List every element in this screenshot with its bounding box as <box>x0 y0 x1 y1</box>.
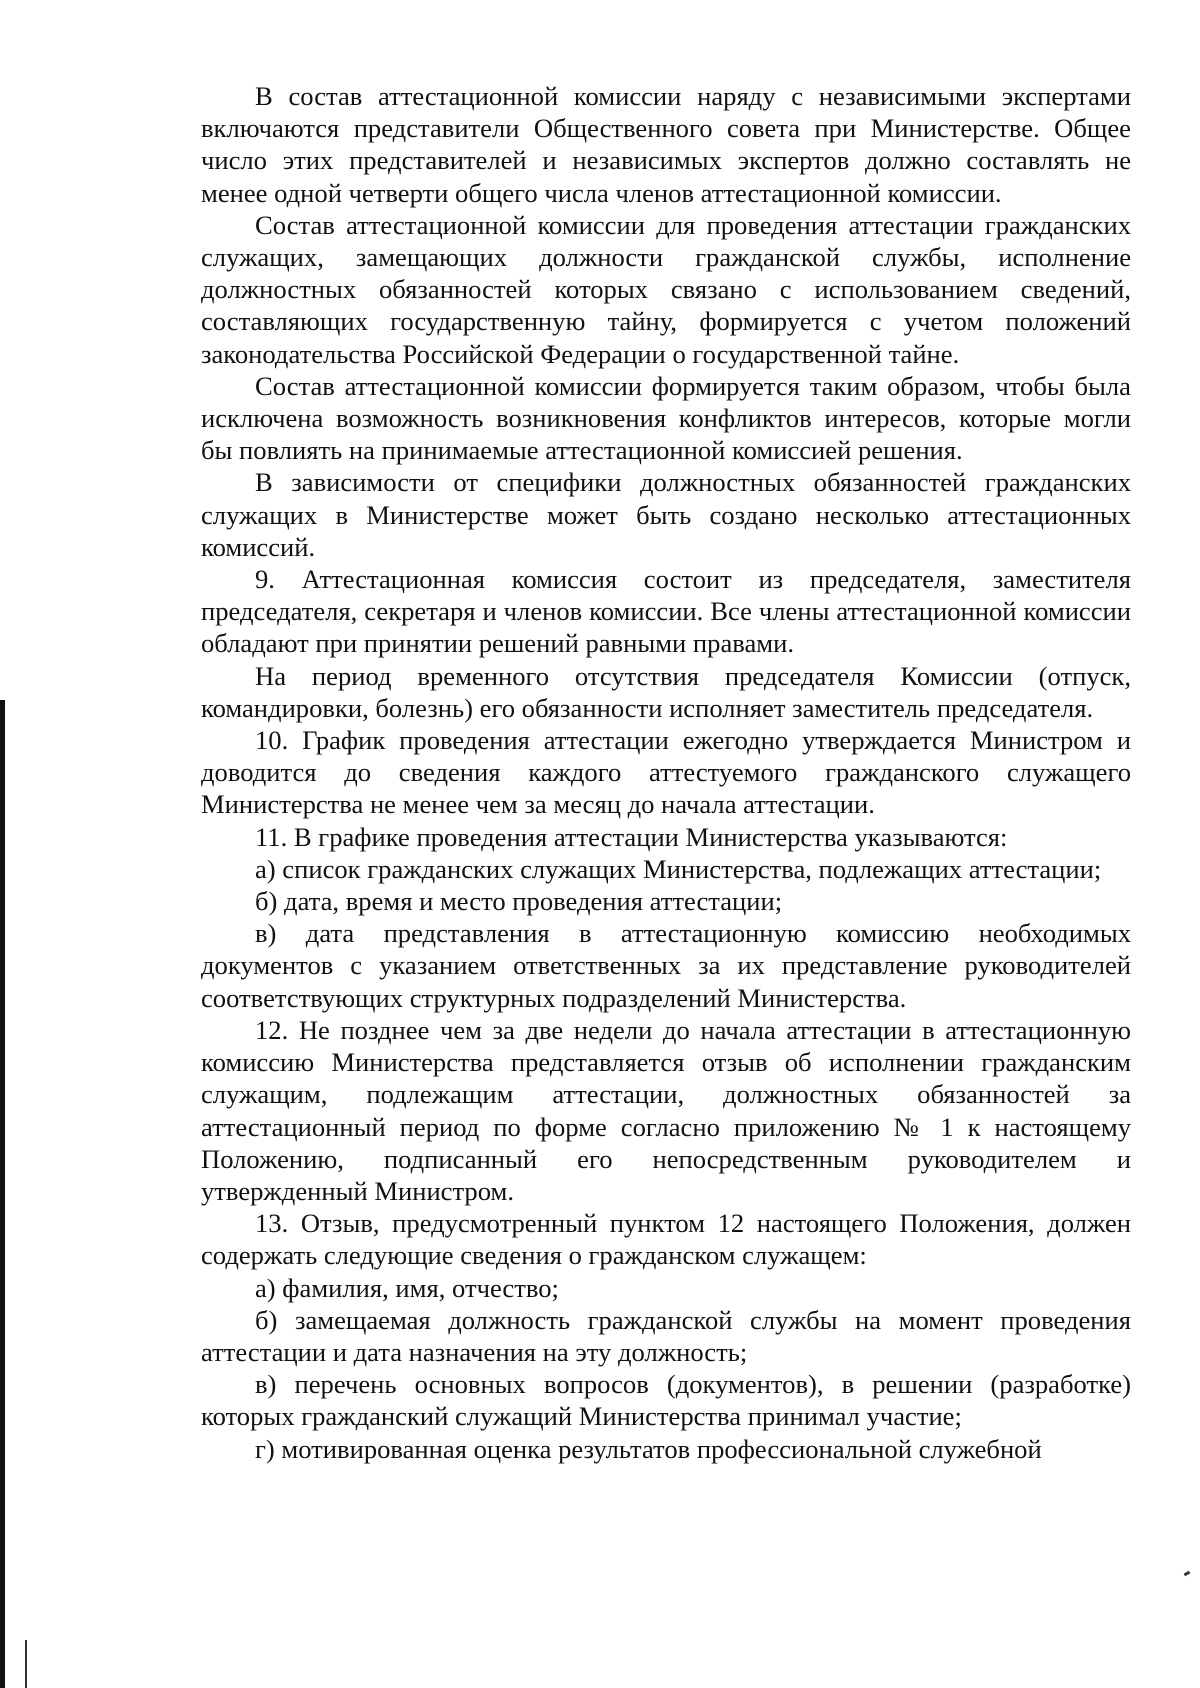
paragraph: в) перечень основных вопросов (документов), в решении (разработке) которых гражданский служащий Министерства принимал участие; <box>201 1369 1131 1432</box>
paragraph: б) дата, время и место проведения аттестации; <box>255 886 783 917</box>
paragraph: 10. График проведения аттестации ежегодно утверждается Министром и доводится до сведения каждого аттестуемого гражданского служащего Министерства не менее чем за месяц до начала аттестации. <box>201 725 1131 820</box>
paragraph: а) список гражданских служащих Министерства, подлежащих аттестации; <box>255 853 1102 884</box>
paragraph: в) дата представления в аттестационную комиссию необходимых документов с указанием ответственных за их представление руководителей соответствующих структурных подразделений Министерства. <box>201 918 1131 1013</box>
paragraph: Состав аттестационной комиссии для проведения аттестации гражданских служащих, замещающих должности гражданской службы, исполнение должностных обязанностей которых связано с использованием сведений, составляющих государственную тайну, формируется с учетом положений законодательства Российской Федерации о государственной тайне. <box>201 209 1131 369</box>
scan-speck <box>1184 1571 1191 1577</box>
paragraph: 12. Не позднее чем за две недели до начала аттестации в аттестационную комиссию Министерства представляется отзыв об исполнении гражданским служащим, подлежащим аттестации, должностных обязанностей за аттестационный период по форме согласно приложению № 1 к настоящему Положению, подписанный его непосредственным руководителем и утвержденный Министром. <box>201 1014 1131 1206</box>
paragraph: Состав аттестационной комиссии формируется таким образом, чтобы была исключена возможность возникновения конфликтов интересов, которые могли бы повлиять на принимаемые аттестационной комиссией решения. <box>201 370 1131 466</box>
paragraph: а) фамилия, имя, отчество; <box>255 1272 559 1303</box>
document-body <box>201 80 1131 1465</box>
paragraph: 11. В графике проведения аттестации Министерства указываются: <box>255 821 1008 852</box>
paragraph: В состав аттестационной комиссии наряду с независимыми экспертами включаются представители Общественного совета при Министерстве. Общее число этих представителей и независимых экспертов должно составлять не менее одной четверти общего числа членов аттестационной комиссии. <box>201 81 1131 208</box>
scan-edge-shadow <box>0 700 5 1688</box>
paragraph: 9. Аттестационная комиссия состоит из председателя, заместителя председателя, секретаря и членов комиссии. Все члены аттестационной комиссии обладают при принятии решений равными правами. <box>201 564 1131 659</box>
paragraph: б) замещаемая должность гражданской службы на момент проведения аттестации и дата назначения на эту должность; <box>201 1304 1131 1367</box>
scan-edge-mark <box>25 1640 27 1688</box>
paragraph: г) мотивированная оценка результатов профессиональной служебной <box>255 1433 1042 1464</box>
paragraph: На период временного отсутствия председателя Комиссии (отпуск, командировки, болезнь) его обязанности исполняет заместитель председателя. <box>201 660 1131 723</box>
paragraph: В зависимости от специфики должностных обязанностей гражданских служащих в Министерстве может быть создано несколько аттестационных комиссий. <box>201 467 1131 562</box>
paragraph: 13. Отзыв, предусмотренный пунктом 12 настоящего Положения, должен содержать следующие сведения о гражданском служащем: <box>201 1208 1131 1271</box>
